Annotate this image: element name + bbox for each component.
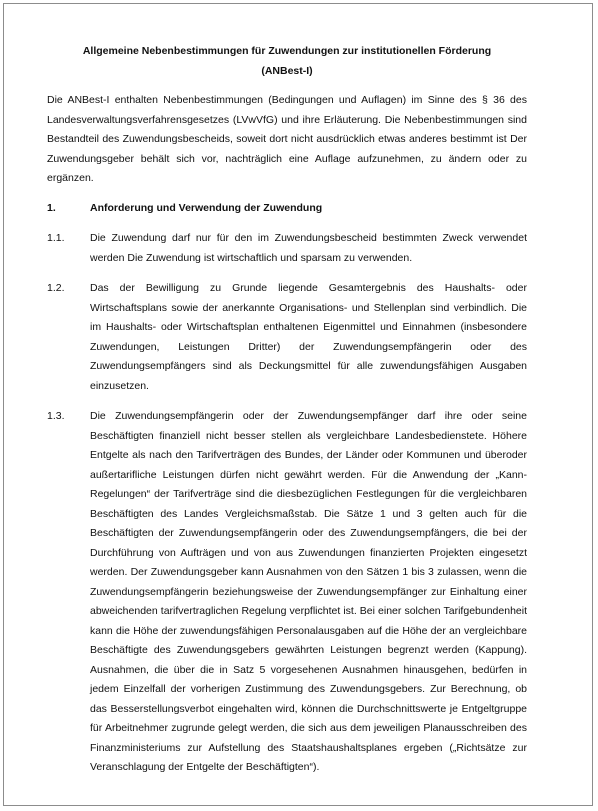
intro-paragraph: Die ANBest-I enthalten Nebenbestimmungen (Bedingungen und Auflagen) im Sinne des § 36 des Landesverwaltungsverfahrensgesetzes (LVwVfG) und ihre Erläuterung. Die Nebenbestimmungen sind Bestandteil des Zuwendungsbescheids, soweit dort nicht ausdrücklich etwas anderes bestimmt ist Der Zuwendungsgeber behält sich vor, nachträglich eine Auflage aufzunehmen, zu ändern oder zu ergänzen. [47,94,527,184]
clause-text: Die Zuwendung darf nur für den im Zuwendungsbescheid bestimmten Zweck verwendet werden Die Zuwendung ist wirtschaftlich und sparsam zu verwenden. [90,232,527,264]
document-title-line2: (ANBest-I) [261,64,313,77]
clause-text: Das der Bewilligung zu Grunde liegende Gesamtergebnis des Haushalts- oder Wirtschaftsplans sowie der anerkannte Organisations- und Stellenplan sind verbindlich. Die im Haushalts- oder Wirtschaftsplan enthaltenen Eigenmittel und Einnahmen (insbesondere Zuwendungen, Leistungen Dritter) der Zuwendungsempfängerin oder des Zuwendungsempfängers sind als Deckungsmittel für alle zuwendungsfähigen Ausgaben einzusetzen. [90,282,527,392]
clause-1-1 [47,229,527,268]
document-body [47,42,527,778]
clause-1-2 [47,279,527,396]
clause-1-3 [47,407,527,778]
section-number: 1. [47,201,56,214]
clause-number: 1.1. [47,232,65,244]
section-title: Anforderung und Verwendung der Zuwendung [90,201,323,214]
clause-number: 1.3. [47,410,65,422]
clause-text: Die Zuwendungsempfängerin oder der Zuwendungsempfänger darf ihre oder seine Beschäftigten finanziell nicht besser stellen als vergleichbare Landesbedienstete. Höhere Entgelte als nach den Tarifverträgen des Bundes, der Länder oder Kommunen und überoder außertarifliche Leistungen dürfen nicht gewährt werden. Für die Anwendung der „Kann-Regelungen“ der Tarifverträge sind die diesbezüglichen Festlegungen für die vergleichbaren Beschäftigten des Landes Vergleichsmaßstab. Die Sätze 1 und 3 gelten auch für die Beschäftigten der Zuwendungsempfängerin oder des Zuwendungsempfängers, die bei der Durchführung von Aufträgen und von aus Zuwendungen finanzierten Projekten eingesetzt werden. Der Zuwendungsgeber kann Ausnahmen von den Sätzen 1 bis 3 zulassen, wenn die Zuwendungsempfängerin beziehungsweise der Zuwendungsempfänger zur Einhaltung einer abweichenden tarifvertraglichen Regelung verpflichtet ist. Bei einer solchen Tarifgebundenheit kann die Höhe der zuwendungsfähigen Personalausgaben auf die Höhe der an vergleichbare Beschäftigte des Zuwendungsgebers gewährten Leistungen begrenzt werden (Kappung). Ausnahmen, die über die in Satz 5 vorgesehenen Ausnahmen hinausgehen, bedürfen in jedem Einzelfall der vorherigen Zustimmung des Zuwendungsgebers. Zur Berechnung, ob das Besserstellungsverbot eingehalten wird, können die Durchschnittswerte je Entgeltgruppe für Arbeitnehmer zugrunde gelegt werden, die sich aus dem jeweiligen Planausschreiben des Finanzministeriums zur Aufstellung des Staatshaushaltsplanes ergeben („Richtsätze zur Veranschlagung der Entgelte der Beschäftigten“). [90,410,527,773]
clause-number: 1.2. [47,282,65,294]
document-title-line1: Allgemeine Nebenbestimmungen für Zuwendungen zur institutionellen Förderung [82,45,492,57]
document-title [47,42,527,81]
section-heading [47,199,527,219]
document-page [3,3,593,806]
